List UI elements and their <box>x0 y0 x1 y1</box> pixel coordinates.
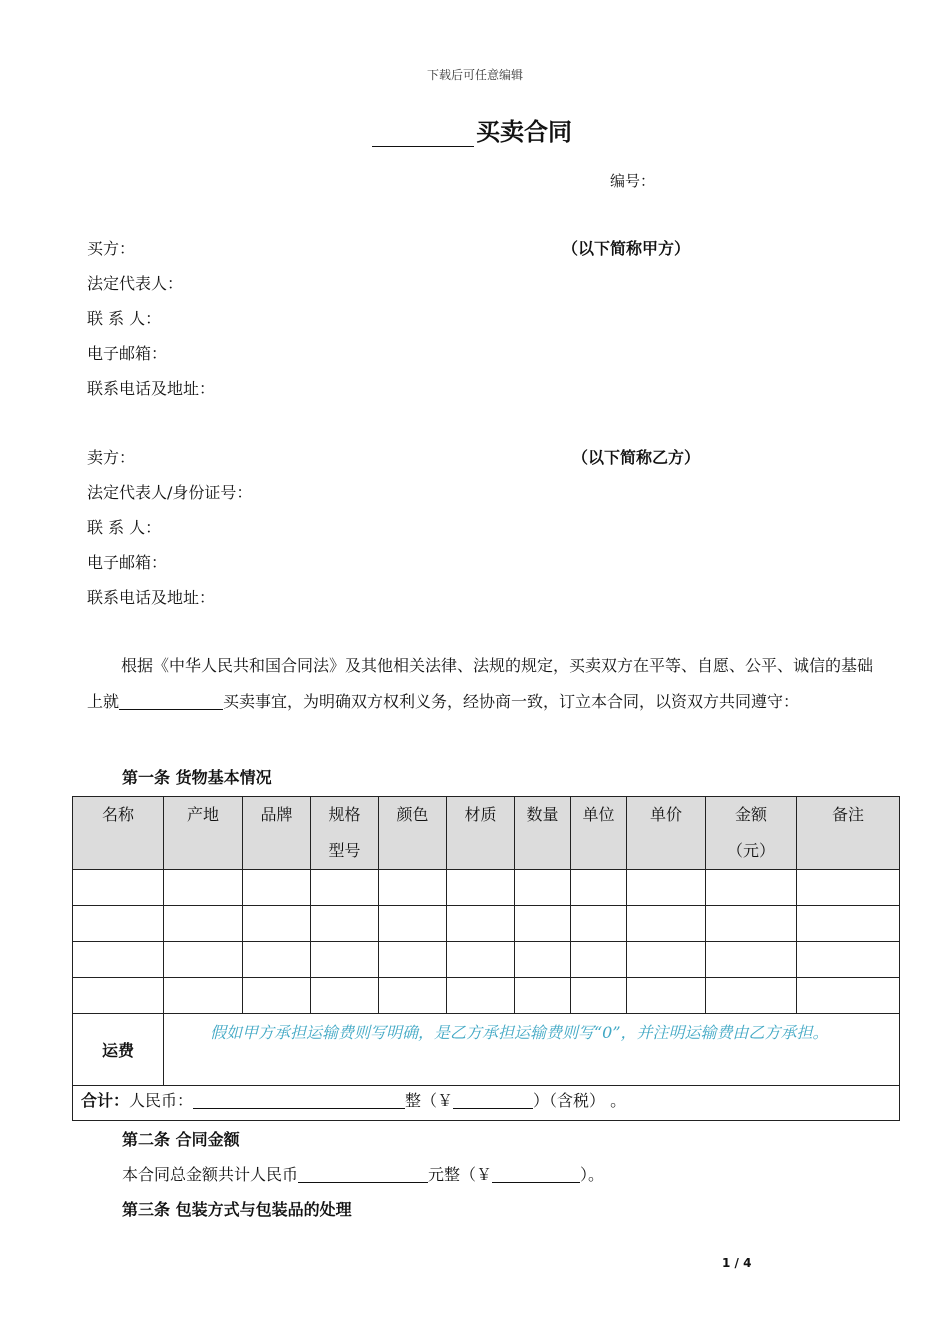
column-header-text: 备注 <box>831 805 864 824</box>
buyer-contact: 联 系 人： <box>87 309 162 328</box>
table-cell[interactable] <box>706 942 797 978</box>
freight-label: 运费 <box>73 1014 164 1086</box>
table-cell[interactable] <box>571 978 627 1014</box>
column-header-text: 产地 <box>186 805 219 824</box>
freight-note-text: 假如甲方承担运输费则写明确，是乙方承担运输费则写“0”，并注明运输费由乙方承担。 <box>210 1023 829 1042</box>
column-header-text: 单价 <box>649 805 682 824</box>
buyer-label: 买方： <box>87 239 136 258</box>
table-cell[interactable] <box>797 870 900 906</box>
table-cell[interactable] <box>571 942 627 978</box>
article2-mid: 元整（￥ <box>428 1165 493 1184</box>
table-cell[interactable] <box>311 906 379 942</box>
article2-suffix: ）。 <box>580 1165 605 1184</box>
table-row <box>73 978 900 1014</box>
table-cell[interactable] <box>164 978 243 1014</box>
column-header-text: 数量 <box>526 805 559 824</box>
article2-text <box>122 1162 604 1185</box>
table-cell[interactable] <box>73 906 164 942</box>
total-whole-label: 整（￥ <box>405 1091 454 1110</box>
column-header <box>627 797 706 870</box>
table-cell[interactable] <box>243 942 311 978</box>
table-cell[interactable] <box>243 978 311 1014</box>
column-header-text: 品牌 <box>260 805 293 824</box>
total-rmb-label: 人民币： <box>129 1091 194 1110</box>
table-row <box>73 942 900 978</box>
contract-amount-words-blank[interactable] <box>298 1166 428 1183</box>
table-cell[interactable] <box>627 870 706 906</box>
column-header-text: 金额 <box>734 805 767 824</box>
table-cell[interactable] <box>571 906 627 942</box>
table-cell[interactable] <box>243 870 311 906</box>
table-cell[interactable] <box>311 870 379 906</box>
preamble-part2: 买卖事宜，为明确双方权利义务，经协商一致，订立本合同，以资双方共同遵守： <box>223 692 800 711</box>
freight-row <box>73 1014 900 1086</box>
table-header-row <box>73 797 900 870</box>
table-cell[interactable] <box>515 906 571 942</box>
buyer-alias: （以下简称甲方） <box>562 239 691 258</box>
seller-email: 电子邮箱： <box>87 553 168 572</box>
table-cell[interactable] <box>243 906 311 942</box>
table-cell[interactable] <box>706 978 797 1014</box>
preamble-part1: 根据《中华人民共和国合同法》及其他相关法律、法规的规定，买卖双方在平等、自愿、公平、诚信的基础上就 <box>87 656 874 711</box>
table-cell[interactable] <box>164 906 243 942</box>
article1-title: 第一条 货物基本情况 <box>122 768 272 787</box>
table-cell[interactable] <box>311 978 379 1014</box>
table-cell[interactable] <box>571 870 627 906</box>
table-cell[interactable] <box>379 978 447 1014</box>
column-header <box>797 797 900 870</box>
total-amount-words-blank[interactable] <box>193 1092 405 1109</box>
table-row <box>73 906 900 942</box>
contract-amount-number-blank[interactable] <box>492 1166 580 1183</box>
article2-title: 第二条 合同金额 <box>122 1130 240 1149</box>
article3-title: 第三条 包装方式与包装品的处理 <box>122 1200 352 1219</box>
table-cell[interactable] <box>515 978 571 1014</box>
table-cell[interactable] <box>447 942 515 978</box>
title-text: 买卖合同 <box>476 118 572 146</box>
column-header-text: 型号 <box>328 841 361 860</box>
table-cell[interactable] <box>515 870 571 906</box>
table-cell[interactable] <box>797 978 900 1014</box>
seller-legal-rep: 法定代表人/身份证号： <box>87 483 253 502</box>
column-header-text: 规格 <box>328 805 361 824</box>
column-header <box>571 797 627 870</box>
column-header-text: 名称 <box>101 805 134 824</box>
seller-alias: （以下简称乙方） <box>572 448 701 467</box>
table-cell[interactable] <box>797 942 900 978</box>
table-cell[interactable] <box>379 942 447 978</box>
table-cell[interactable] <box>447 906 515 942</box>
table-cell[interactable] <box>706 870 797 906</box>
total-row <box>73 1086 900 1121</box>
column-header <box>164 797 243 870</box>
column-header-text: 颜色 <box>396 805 429 824</box>
seller-label: 卖方： <box>87 448 136 467</box>
contract-title <box>372 112 572 147</box>
goods-name-blank <box>119 693 223 710</box>
column-header-text: （元） <box>726 841 775 860</box>
download-note: 下载后可任意编辑 <box>426 68 523 82</box>
goods-table <box>72 796 900 1121</box>
table-cell[interactable] <box>515 942 571 978</box>
total-amount-number-blank[interactable] <box>453 1092 533 1109</box>
article2-prefix: 本合同总金额共计人民币 <box>122 1165 299 1184</box>
freight-note[interactable] <box>164 1014 900 1086</box>
serial-number-label: 编号： <box>610 172 656 190</box>
column-header <box>243 797 311 870</box>
table-cell[interactable] <box>164 870 243 906</box>
page-number: 1 / 4 <box>722 1256 752 1270</box>
total-cell <box>73 1086 900 1121</box>
buyer-legal-rep: 法定代表人： <box>87 274 184 293</box>
buyer-phone-address: 联系电话及地址： <box>87 379 216 398</box>
column-header <box>73 797 164 870</box>
total-label: 合计： <box>81 1091 130 1110</box>
table-cell[interactable] <box>73 942 164 978</box>
column-header <box>515 797 571 870</box>
column-header <box>447 797 515 870</box>
table-cell[interactable] <box>311 942 379 978</box>
table-cell[interactable] <box>627 978 706 1014</box>
table-cell[interactable] <box>706 906 797 942</box>
table-cell[interactable] <box>797 906 900 942</box>
preamble-paragraph <box>87 648 877 720</box>
table-cell[interactable] <box>627 906 706 942</box>
table-cell[interactable] <box>447 870 515 906</box>
column-header-text: 材质 <box>464 805 497 824</box>
seller-phone-address: 联系电话及地址： <box>87 588 216 607</box>
total-tax-label: ）（含税） 。 <box>533 1091 627 1110</box>
column-header <box>706 797 797 870</box>
column-header-text: 单位 <box>582 805 615 824</box>
table-row <box>73 870 900 906</box>
table-cell[interactable] <box>627 942 706 978</box>
table-cell[interactable] <box>73 978 164 1014</box>
seller-contact: 联 系 人： <box>87 518 162 537</box>
table-cell[interactable] <box>164 942 243 978</box>
table-cell[interactable] <box>73 870 164 906</box>
table-cell[interactable] <box>379 870 447 906</box>
table-cell[interactable] <box>379 906 447 942</box>
column-header <box>379 797 447 870</box>
column-header <box>311 797 379 870</box>
buyer-email: 电子邮箱： <box>87 344 168 363</box>
title-blank <box>372 122 474 147</box>
table-cell[interactable] <box>447 978 515 1014</box>
